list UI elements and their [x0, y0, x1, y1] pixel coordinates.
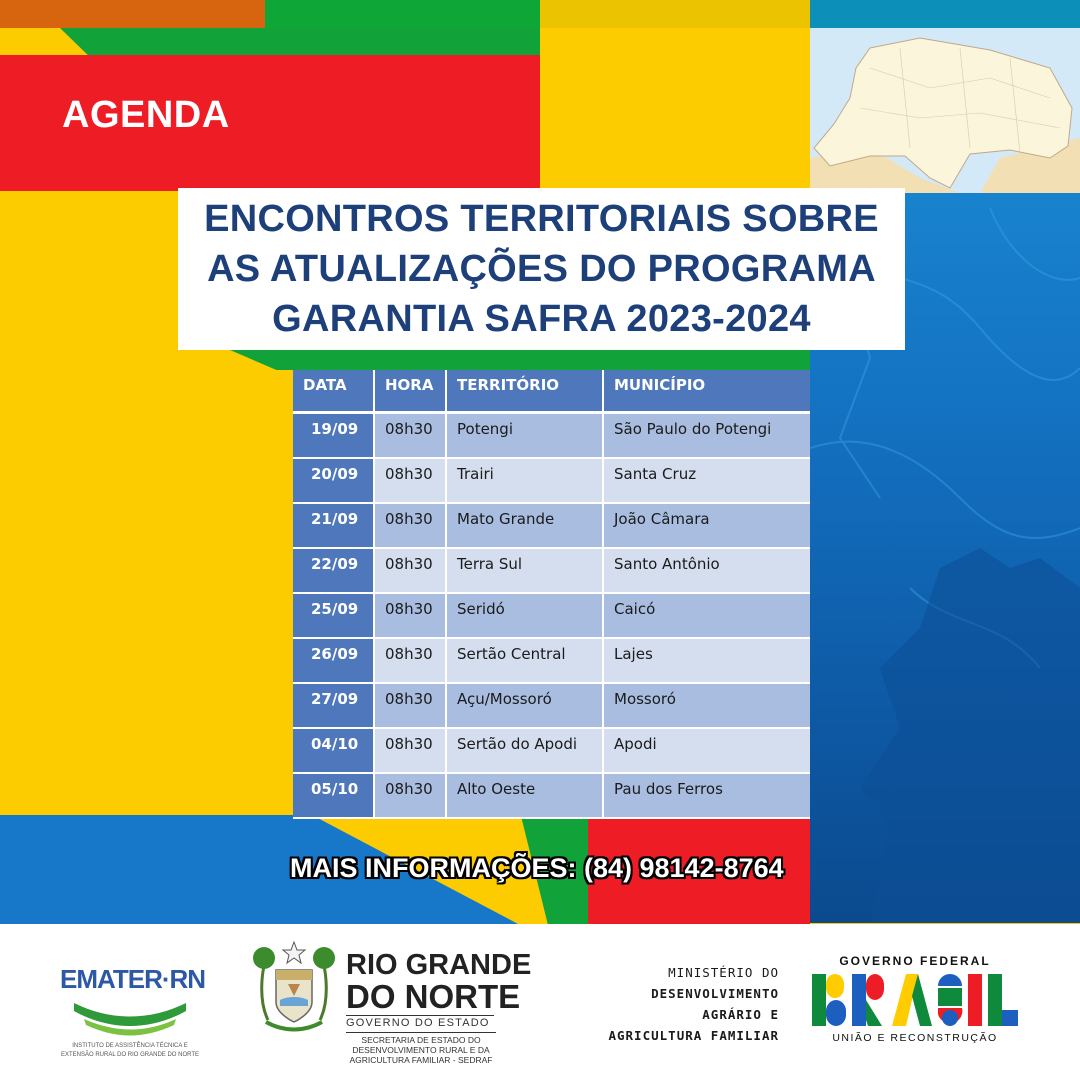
- date-cell: 19/09: [293, 414, 375, 459]
- date-cell: 05/10: [293, 774, 375, 819]
- agenda-label: AGENDA: [62, 94, 230, 136]
- title-line-1: ENCONTROS TERRITORIAIS SOBRE: [204, 198, 879, 240]
- municipality-cell: Santa Cruz: [604, 459, 810, 504]
- green-wedge: [60, 28, 540, 56]
- col-header-date: DATA: [293, 370, 375, 414]
- top-yellow-band: [540, 0, 810, 28]
- territory-cell: Terra Sul: [447, 549, 604, 594]
- title-line-3: GARANTIA SAFRA 2023-2024: [272, 298, 811, 340]
- date-cell: 20/09: [293, 459, 375, 504]
- table-header-row: [293, 370, 810, 414]
- col-header-municipality: MUNICÍPIO: [604, 370, 810, 414]
- municipality-cell: Apodi: [604, 729, 810, 774]
- territory-cell: Sertão do Apodi: [447, 729, 604, 774]
- rn-sec-line-3: AGRICULTURA FAMILIAR - SEDRAF: [349, 1055, 493, 1065]
- time-cell: 08h30: [375, 549, 447, 594]
- rn-secretariat: [346, 1032, 496, 1065]
- territory-cell: Trairi: [447, 459, 604, 504]
- municipality-cell: Caicó: [604, 594, 810, 639]
- emater-subtitle-2: EXTENSÃO RURAL DO RIO GRANDE DO NORTE: [60, 1052, 200, 1058]
- table-row: [293, 414, 810, 459]
- top-green-band: [265, 0, 540, 28]
- footer-logos: [0, 924, 1080, 1080]
- emater-logo: [60, 964, 206, 1059]
- time-cell: 08h30: [375, 504, 447, 549]
- title-box: [178, 188, 905, 350]
- federal-government-logo: [810, 954, 1020, 1044]
- date-cell: 22/09: [293, 549, 375, 594]
- rn-sec-line-2: DESENVOLVIMENTO RURAL E DA: [352, 1045, 490, 1055]
- brasil-logo-icon: [812, 972, 1018, 1028]
- date-cell: 04/10: [293, 729, 375, 774]
- top-teal-band: [810, 0, 1080, 28]
- time-cell: 08h30: [375, 459, 447, 504]
- table-row: [293, 684, 810, 729]
- territory-cell: Seridó: [447, 594, 604, 639]
- table-row: [293, 639, 810, 684]
- rn-map-icon: [810, 28, 1080, 193]
- rn-government-logo: [248, 938, 532, 1073]
- table-row: [293, 549, 810, 594]
- top-orange-band: [0, 0, 265, 28]
- territory-cell: Potengi: [447, 414, 604, 459]
- municipality-cell: Mossoró: [604, 684, 810, 729]
- rn-coat-of-arms-icon: [248, 940, 340, 1032]
- territory-cell: Mato Grande: [447, 504, 604, 549]
- table-row: [293, 774, 810, 819]
- time-cell: 08h30: [375, 594, 447, 639]
- date-cell: 25/09: [293, 594, 375, 639]
- rn-gov-label: GOVERNO DO ESTADO: [346, 1015, 494, 1029]
- territory-cell: Sertão Central: [447, 639, 604, 684]
- municipality-cell: São Paulo do Potengi: [604, 414, 810, 459]
- table-row: [293, 459, 810, 504]
- rn-sec-line-1: SECRETARIA DE ESTADO DO: [361, 1035, 481, 1045]
- schedule-table: [293, 370, 810, 819]
- col-header-time: HORA: [375, 370, 447, 414]
- territory-cell: Açu/Mossoró: [447, 684, 604, 729]
- table-row: [293, 729, 810, 774]
- municipality-cell: Lajes: [604, 639, 810, 684]
- time-cell: 08h30: [375, 414, 447, 459]
- emater-name: EMATER·RN: [60, 964, 206, 994]
- time-cell: 08h30: [375, 729, 447, 774]
- time-cell: 08h30: [375, 639, 447, 684]
- rn-title-line-1: RIO GRANDE: [346, 949, 532, 981]
- territory-cell: Alto Oeste: [447, 774, 604, 819]
- municipality-cell: Pau dos Ferros: [604, 774, 810, 819]
- contact-info: MAIS INFORMAÇÕES: (84) 98142-8764: [290, 853, 784, 883]
- ministry-line-2: DESENVOLVIMENTO: [651, 986, 779, 1001]
- date-cell: 26/09: [293, 639, 375, 684]
- green-stripe: [230, 350, 810, 370]
- ministry-line-1: MINISTÉRIO DO: [668, 965, 779, 980]
- ministry-line-3: AGRÁRIO E: [702, 1007, 779, 1022]
- emater-subtitle-1: INSTITUTO DE ASSISTÊNCIA TÉCNICA E: [72, 1043, 188, 1049]
- table-row: [293, 594, 810, 639]
- federal-top-label: GOVERNO FEDERAL: [839, 954, 991, 968]
- emater-swoosh-icon: [70, 997, 190, 1041]
- municipality-cell: João Câmara: [604, 504, 810, 549]
- date-cell: 21/09: [293, 504, 375, 549]
- ministry-line-4: AGRICULTURA FAMILIAR: [608, 1028, 779, 1043]
- title-line-2: AS ATUALIZAÇÕES DO PROGRAMA: [207, 248, 876, 290]
- schedule-table-wrapper: [293, 370, 810, 813]
- col-header-territory: TERRITÓRIO: [447, 370, 604, 414]
- federal-bottom-label: UNIÃO E RECONSTRUÇÃO: [832, 1032, 998, 1044]
- municipality-cell: Santo Antônio: [604, 549, 810, 594]
- ministry-logo: [545, 962, 779, 1046]
- rn-state-map: [810, 28, 1080, 193]
- rn-title-line-2: DO NORTE: [346, 978, 521, 1015]
- table-row: [293, 504, 810, 549]
- time-cell: 08h30: [375, 684, 447, 729]
- time-cell: 08h30: [375, 774, 447, 819]
- date-cell: 27/09: [293, 684, 375, 729]
